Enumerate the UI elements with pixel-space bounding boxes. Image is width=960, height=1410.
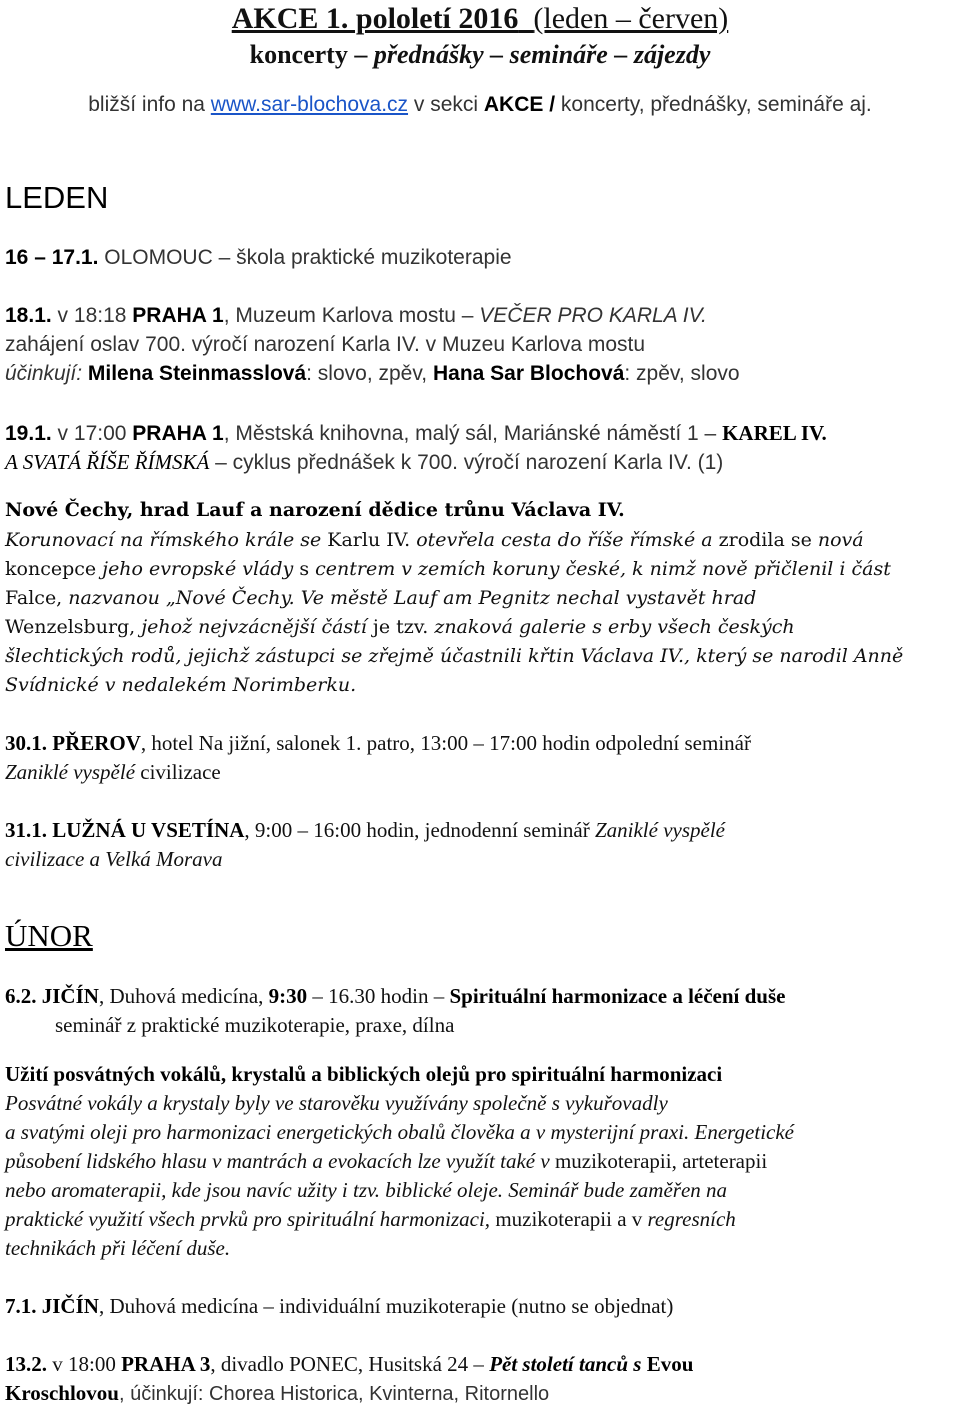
seminar-text-5 — [5, 1206, 736, 1232]
subtitle-italic: přednášky – semináře – zájezdy — [373, 40, 711, 69]
t: jeho evropské vlády — [102, 558, 300, 580]
event-unor-4-line-2 — [5, 1380, 549, 1407]
event-city: JIČÍN — [36, 1294, 99, 1318]
t: šlechtických rodů, jejichž zástupci se zřejmě účastnili křtin Václava IV., který se narodil Anně — [5, 645, 904, 667]
t: jehož nejvzácnější částí — [141, 616, 373, 638]
t: Karlu IV. — [327, 529, 417, 551]
event-city: PRAHA 3 — [121, 1352, 211, 1376]
info-mid: v sekci — [408, 93, 484, 116]
event-leden-4-line-2 — [5, 759, 221, 785]
website-link[interactable]: www.sar-blochova.cz — [210, 93, 409, 116]
page-title — [0, 2, 960, 36]
t: nová — [817, 529, 864, 551]
event-name-cont: A SVATÁ ŘÍŠE ŘÍMSKÁ — [5, 450, 210, 474]
event-city: PRAHA 1 — [132, 422, 224, 445]
event-unor-4-line-1 — [5, 1351, 693, 1377]
event-venue: , Duhová medicína, — [98, 984, 269, 1008]
event-date: 16 – 17.1. — [5, 246, 99, 269]
event-leden-1 — [5, 245, 512, 271]
event-text: OLOMOUC – škola praktické muzikoterapie — [98, 246, 512, 269]
info-suffix: koncerty, přednášky, semináře aj. — [560, 93, 872, 116]
lecture-text-3 — [5, 585, 756, 611]
seminar-text-1 — [5, 1090, 668, 1116]
event-date: 6.2. — [5, 984, 37, 1008]
t: Wenzelsburg, — [5, 616, 142, 638]
t: s — [299, 558, 316, 580]
event-date: 31.1. — [5, 818, 47, 842]
event-unor-1-line-1 — [5, 983, 785, 1009]
event-unor-3 — [5, 1293, 673, 1319]
event-city: LUŽNÁ U VSETÍNA — [47, 818, 245, 842]
t: je tzv. — [372, 616, 435, 638]
event-unor-1-line-2: seminář z praktické muzikoterapie, praxe, dílna — [55, 1013, 455, 1037]
event-venue: , Duhová medicína – individuální muzikoterapie (nutno se objednat) — [98, 1294, 674, 1318]
info-line — [0, 92, 960, 118]
seminar-text-4 — [5, 1177, 727, 1203]
event-leden-4-line-1 — [5, 730, 751, 756]
event-date: 7.1. — [5, 1294, 37, 1318]
event-leden-5-line-2 — [5, 846, 223, 872]
event-date: 30.1. — [5, 731, 47, 755]
performer-2-role: : zpěv, slovo — [624, 362, 740, 385]
t: působení lidského hlasu v mantrách a evokacích lze využít také v — [5, 1149, 555, 1173]
event-leden-2-line-3 — [5, 361, 740, 387]
info-prefix: bližší info na — [88, 93, 211, 116]
event-name: Spirituální harmonizace a léčení duše — [449, 984, 786, 1008]
seminar-text-2 — [5, 1119, 794, 1145]
event-venue: , 9:00 – 16:00 hodin, jednodenní seminář — [244, 818, 595, 842]
event-date: 19.1. — [5, 422, 52, 445]
t: znaková galerie s erby všech českých — [434, 616, 795, 638]
event-leden-5-line-1 — [5, 817, 725, 843]
t: a svatými oleji pro harmonizaci energetických obalů člověka a v mysterijní praxi. Energetické — [5, 1120, 795, 1144]
event-name: KAREL IV. — [722, 421, 827, 445]
title-paren — [518, 2, 728, 35]
t: koncepce — [5, 558, 103, 580]
event-time-end: – 16.30 hodin – — [307, 984, 450, 1008]
t: zrodila se — [718, 529, 818, 551]
lecture-text-6 — [5, 672, 356, 698]
seminar-title-text: Užití posvátných vokálů, krystalů a biblických olejů pro spirituální harmonizaci — [5, 1062, 723, 1086]
t: Falce, — [5, 587, 69, 609]
performer-1: Milena Steinmasslová — [87, 362, 307, 385]
event-time: v 17:00 — [51, 422, 133, 445]
t: praktické využití všech prvků pro spirituální harmonizaci, — [5, 1207, 496, 1231]
lecture-title-text: Nové Čechy, hrad Lauf a narození dědice trůnu Václava IV. — [5, 499, 625, 521]
event-city: PŘEROV — [47, 731, 141, 755]
t: technikách při léčení duše. — [5, 1236, 231, 1260]
seminar-text-6 — [5, 1235, 230, 1261]
lecture-text-5 — [5, 643, 903, 669]
event-name: Zaniklé vyspělé — [5, 760, 136, 784]
event-leden-2-line-1 — [5, 303, 707, 329]
lecture-text-4 — [5, 614, 795, 640]
title-paren-text: (leden – červen) — [533, 2, 729, 35]
event-name-cont: civilizace a Velká Morava — [5, 847, 223, 871]
performer-1-role: : slovo, zpěv, — [306, 362, 433, 385]
t: centrem v zemích koruny české, k nimž nově přičlenil i část — [315, 558, 891, 580]
seminar-title — [5, 1061, 722, 1087]
event-date: 13.2. — [5, 1352, 47, 1376]
event-leden-3-line-2 — [5, 449, 723, 476]
t: muzikoterapii a v — [495, 1207, 648, 1231]
event-time: 9:30 — [268, 984, 308, 1008]
event-venue: , Městská knihovna, malý sál, Mariánské náměstí 1 – — [223, 422, 723, 445]
event-city: JIČÍN — [36, 984, 99, 1008]
event-name-cont: civilizace — [135, 760, 221, 784]
t: otevřela cesta do říše římské a — [416, 529, 719, 551]
t: muzikoterapii, arteterapii — [554, 1149, 768, 1173]
performers-list: , účinkují: Chorea Historica, Kvinterna, Ritornello — [118, 1383, 550, 1405]
info-bold: AKCE / — [483, 93, 561, 116]
t: nazvanou „Nové Čechy. Ve městě Lauf am Pegnitz nechal vystavět hrad — [68, 587, 757, 609]
event-city: PRAHA 1 — [132, 304, 224, 327]
t: regresních — [647, 1207, 736, 1231]
performer-2: Hana Sar Blochová — [432, 362, 625, 385]
event-name: VEČER PRO KARLA IV. — [479, 304, 707, 327]
event-name: Pět století tanců s — [489, 1352, 642, 1376]
t: Posvátné vokály a krystaly byly ve starověku využívány společně s vykuřovadly — [5, 1091, 668, 1115]
event-leden-3-line-1 — [5, 420, 827, 447]
lecture-title — [5, 497, 625, 523]
month-heading-unor: ÚNOR — [5, 918, 93, 953]
lecture-text-2 — [5, 556, 891, 582]
lecture-text-1 — [5, 527, 864, 553]
event-desc: – cyklus přednášek k 700. výročí narození Karla IV. (1) — [209, 451, 724, 474]
event-leden-2-line-2: zahájení oslav 700. výročí narození Karla IV. v Muzeu Karlova mostu — [5, 333, 646, 356]
t: Svídnické v nedalekém Norimberku. — [5, 674, 357, 696]
t: Korunovací na římského krále se — [5, 529, 328, 551]
title-main: AKCE 1. pololetí 2016 — [231, 2, 519, 35]
event-venue: , hotel Na jižní, salonek 1. patro, 13:00 – 17:00 hodin odpolední seminář — [140, 731, 751, 755]
performers-label: účinkují: — [5, 362, 88, 385]
event-venue: , divadlo PONEC, Husitská 24 – — [210, 1352, 490, 1376]
performer: Kroschlovou — [5, 1381, 119, 1405]
t: nebo aromaterapii, kde jsou navíc užity i tzv. biblické oleje. Seminář bude zaměřen na — [5, 1178, 728, 1202]
page-subtitle — [0, 40, 960, 70]
seminar-text-3 — [5, 1148, 767, 1174]
subtitle-plain: koncerty – — [249, 40, 374, 69]
event-venue: , Muzeum Karlova mostu – — [223, 304, 480, 327]
event-time: v 18:00 — [47, 1352, 122, 1376]
month-heading-leden: LEDEN — [5, 180, 109, 215]
event-time: v 18:18 — [51, 304, 133, 327]
event-date: 18.1. — [5, 304, 52, 327]
event-name: Zaniklé vyspělé — [594, 818, 725, 842]
event-name-cont: Evou — [641, 1352, 694, 1376]
